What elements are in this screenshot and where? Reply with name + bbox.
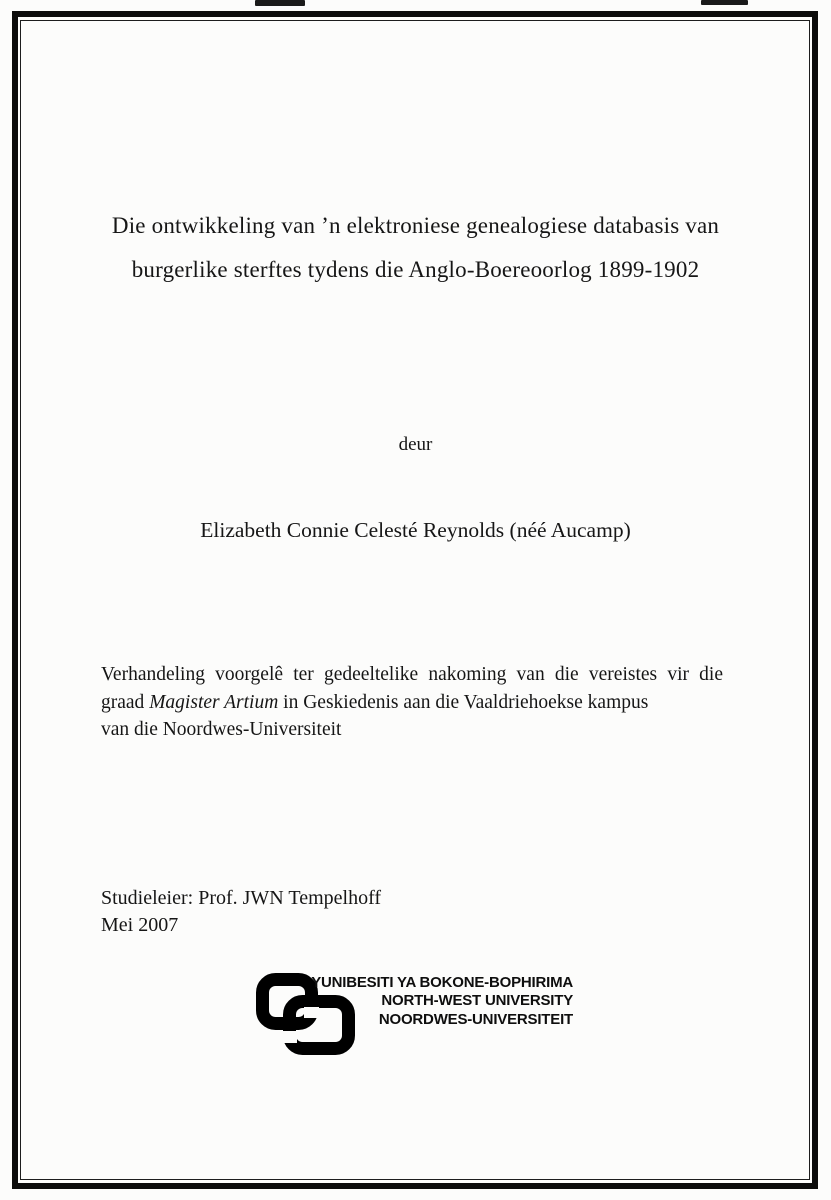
thesis-title-line2: burgerlike sterftes tydens die Anglo-Boereoorlog 1899-1902	[131, 257, 700, 282]
scan-artifact-dash	[701, 0, 748, 5]
thesis-title-line1: Die ontwikkeling van ’n elektroniese genealogiese databasis van	[111, 213, 720, 238]
supervisor-line: Studieleier: Prof. JWN Tempelhoff	[101, 887, 382, 909]
scan-artifact-dash	[255, 0, 305, 6]
statement-line2	[101, 689, 723, 717]
thesis-statement	[101, 661, 723, 744]
statement-line2-prefix: graad	[101, 691, 145, 713]
date-line: Mei 2007	[101, 914, 179, 936]
degree-name: Magister Artium	[149, 691, 279, 713]
university-logo-text	[311, 974, 573, 1029]
statement-line1: Verhandeling voorgelê ter gedeeltelike nakoming van die vereistes vir die	[101, 664, 723, 685]
logo-text-afrikaans: NOORDWES-UNIVERSITEIT	[378, 1010, 573, 1028]
supervisor-block	[101, 885, 381, 939]
author-name: Elizabeth Connie Celesté Reynolds (néé Aucamp)	[200, 518, 631, 542]
statement-line3: van die Noordwes-Universiteit	[101, 719, 342, 740]
byline-preposition: deur	[398, 434, 433, 455]
logo-text-setswana: YUNIBESITI YA BOKONE-BOPHIRIMA	[311, 974, 573, 991]
thesis-title	[45, 204, 786, 292]
logo-text-english: NORTH-WEST UNIVERSITY	[381, 992, 573, 1010]
statement-line2-suffix: in Geskiedenis aan die Vaaldriehoekse kampus	[283, 691, 649, 713]
